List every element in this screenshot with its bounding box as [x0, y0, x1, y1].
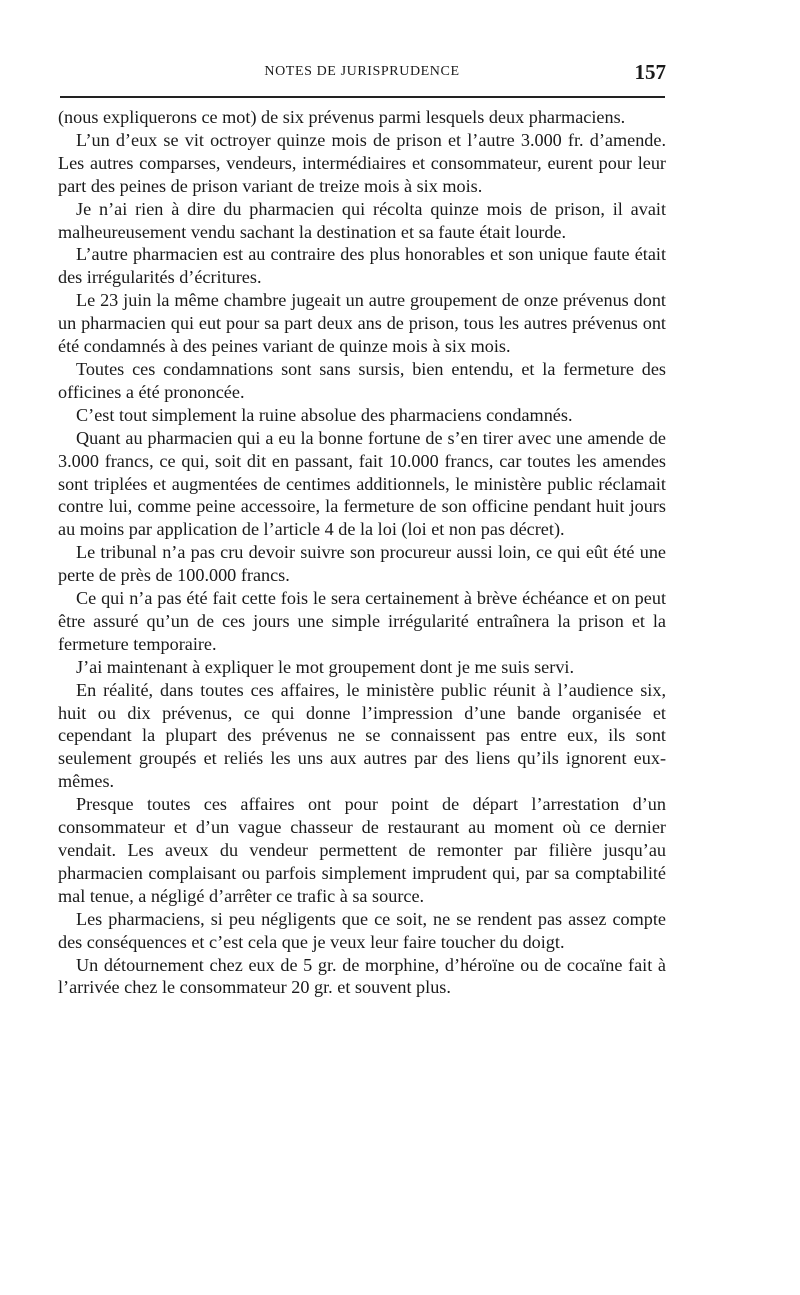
paragraph: L’un d’eux se vit octroyer quinze mois de prison et l’autre 3.000 fr. d’amende. Les autres comparses, vendeurs, intermédiaires et consommateur, eurent pour leur part des peines de prison variant de treize mois à six mois.: [58, 129, 666, 196]
running-title: NOTES DE JURISPRUDENCE: [264, 64, 460, 79]
paragraph: Quant au pharmacien qui a eu la bonne fortune de s’en tirer avec une amende de 3.000 francs, ce qui, soit dit en passant, fait 10.000 francs, car toutes les amendes sont triplées et augmentées de centimes additionnels, le ministère public réclamait contre lui, comme peine accessoire, la fermeture de son officine pendant huit jours au moins par application de l’article 4 de la loi (loi et non pas décret).: [58, 427, 666, 540]
body-text: [58, 106, 666, 999]
header-rule: [60, 96, 665, 98]
page-header: [58, 62, 666, 86]
paragraph: L’autre pharmacien est au contraire des plus honorables et son unique faute était des irrégularités d’écritures.: [58, 244, 666, 288]
paragraph: Les pharmaciens, si peu négligents que ce soit, ne se rendent pas assez compte des conséquences et c’est cela que je veux leur faire toucher du doigt.: [58, 908, 666, 952]
paragraph: (nous expliquerons ce mot) de six prévenus parmi lesquels deux pharmaciens.: [58, 107, 626, 127]
page-number: 157: [634, 60, 666, 84]
paragraph: Toutes ces condamnations sont sans sursis, bien entendu, et la fermeture des officines a été prononcée.: [58, 358, 666, 402]
paragraph: Le 23 juin la même chambre jugeait un autre groupement de onze prévenus dont un pharmacien qui eut pour sa part deux ans de prison, tous les autres prévenus ont été condamnés à des peines variant de quinze mois à six mois.: [58, 290, 666, 357]
paragraph: Ce qui n’a pas été fait cette fois le sera certainement à brève échéance et on peut être assuré qu’un de ces jours une simple irrégularité entraînera la prison et la fermeture temporaire.: [58, 588, 666, 654]
paragraph: Un détournement chez eux de 5 gr. de morphine, d’héroïne ou de cocaïne fait à l’arrivée chez le consommateur 20 gr. et souvent plus.: [58, 954, 666, 998]
paragraph: C’est tout simplement la ruine absolue des pharmaciens condamnés.: [76, 404, 573, 425]
paragraph: J’ai maintenant à expliquer le mot groupement dont je me suis servi.: [76, 656, 575, 677]
paragraph: Le tribunal n’a pas cru devoir suivre son procureur aussi loin, ce qui eût été une perte de près de 100.000 francs.: [58, 542, 666, 586]
paragraph: Je n’ai rien à dire du pharmacien qui récolta quinze mois de prison, il avait malheureusement vendu sachant la destination et sa faute était lourde.: [58, 198, 666, 242]
paragraph: Presque toutes ces affaires ont pour point de départ l’arrestation d’un consommateur et d’un vague chasseur de restaurant au moment où ce dernier vendait. Les aveux du vendeur permettent de remonter par filière jusqu’au pharmacien complaisant ou parfois simplement imprudent qui, par sa comptabilité mal tenue, a négligé d’arrêter ce trafic à sa source.: [58, 794, 666, 906]
paragraph: En réalité, dans toutes ces affaires, le ministère public réunit à l’audience six, huit ou dix prévenus, ce qui donne l’impression d’une bande organisée et cependant la plupart des prévenus ne se connaissent pas entre eux, ils sont seulement groupés et reliés les uns aux autres par des liens qu’ils ignorent eux-mêmes.: [58, 679, 666, 792]
